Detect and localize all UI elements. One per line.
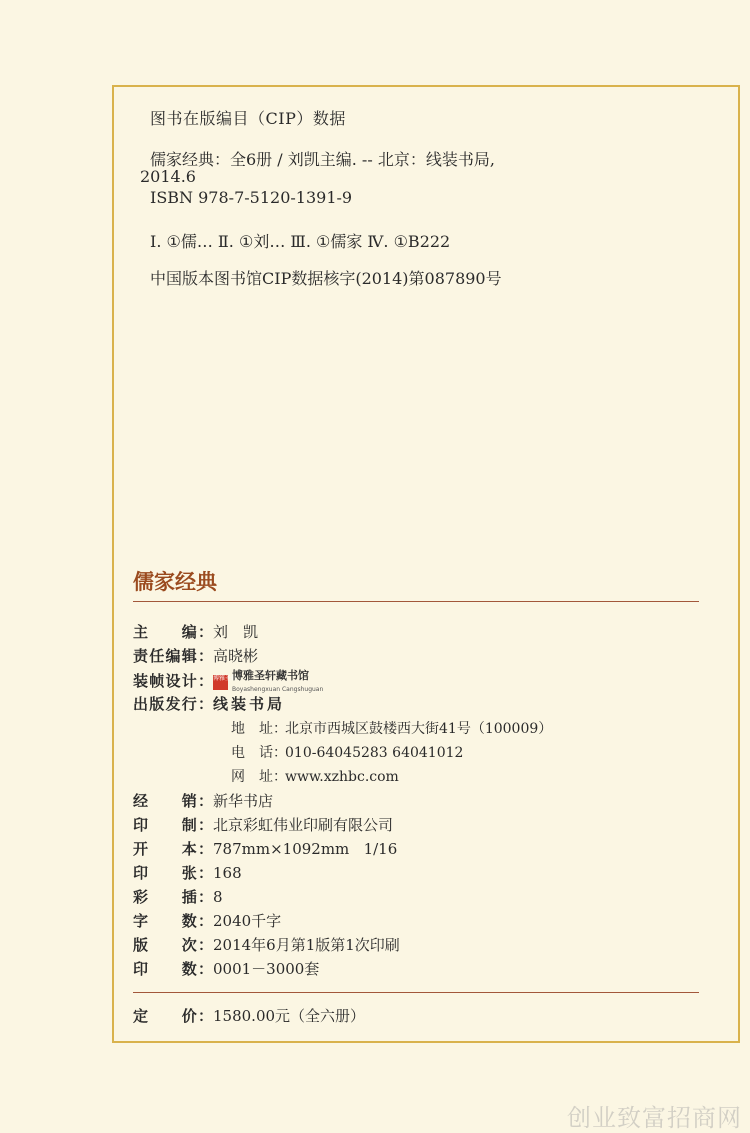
cip-entry-line2: 2014.6: [140, 167, 196, 186]
credit-distributor: [133, 790, 273, 811]
seal-icon: 博雅圣轩: [213, 675, 228, 690]
publisher-phone: [231, 742, 463, 762]
credit-label: 彩 插：: [133, 888, 213, 906]
credit-color-plates: [133, 886, 223, 907]
logo-chinese: 博雅圣轩藏书馆: [232, 669, 309, 682]
cip-entry-line1: 儒家经典：全6册 / 刘凯主编. -- 北京：线装书局,: [150, 150, 495, 169]
book-title: 儒家经典: [133, 570, 217, 594]
price-divider: [133, 992, 699, 993]
credit-label: 印 制：: [133, 816, 213, 834]
publisher-address: [231, 718, 552, 738]
credit-price: [133, 1005, 365, 1026]
credit-responsible-editor: [133, 645, 258, 666]
sub-label: 电 话：: [231, 745, 287, 761]
logo-english: Boyashengxuan Cangshuguan: [232, 686, 324, 693]
sub-label: 网 址：: [231, 769, 287, 785]
logo-wordmark: [232, 669, 323, 695]
credit-label: 责任编辑：: [133, 647, 213, 665]
cip-record-number: 中国版本图书馆CIP数据核字(2014)第087890号: [150, 269, 502, 288]
designer-logo: [213, 669, 323, 695]
publisher-website: [231, 766, 399, 786]
credit-label: 版 次：: [133, 936, 213, 954]
credit-value: 787mm×1092mm 1/16: [213, 840, 398, 858]
sub-value: www.xzhbc.com: [285, 769, 399, 785]
credit-editor-in-chief: [133, 621, 258, 642]
credit-publisher: [133, 693, 285, 714]
credit-label: 印 数：: [133, 960, 213, 978]
sub-value: 北京市西城区鼓楼西大街41号（100009）: [285, 721, 553, 737]
credit-value: 8: [213, 888, 223, 906]
credit-value: 2014年6月第1版第1次印刷: [213, 936, 400, 954]
credit-label: 定 价：: [133, 1007, 213, 1025]
credit-value: 北京彩虹伟业印刷有限公司: [213, 816, 394, 834]
sub-value: 010-64045283 64041012: [285, 745, 464, 761]
credit-printer: [133, 814, 393, 835]
credit-label: 装帧设计：: [133, 672, 213, 690]
credit-label: 字 数：: [133, 912, 213, 930]
sub-label: 地 址：: [231, 721, 287, 737]
credit-cover-design: [133, 669, 323, 695]
cip-isbn: ISBN 978-7-5120-1391-9: [150, 188, 353, 207]
credit-label: 印 张：: [133, 864, 213, 882]
credit-value: 0001－3000套: [213, 960, 320, 978]
credit-value: 高晓彬: [213, 647, 259, 665]
credit-edition: [133, 934, 400, 955]
cip-heading: 图书在版编目（CIP）数据: [150, 109, 346, 128]
credit-label: 经 销：: [133, 792, 213, 810]
credit-value: 2040千字: [213, 912, 282, 930]
credit-value: 线装书局: [213, 695, 286, 713]
credit-label: 出版发行：: [133, 695, 213, 713]
credit-sheets: [133, 862, 242, 883]
credit-word-count: [133, 910, 281, 931]
credit-value: 刘 凯: [213, 623, 259, 641]
credit-format: [133, 838, 397, 859]
credit-value: 1580.00元（全六册）: [213, 1007, 366, 1025]
title-divider: [133, 601, 699, 602]
credit-value: 168: [213, 864, 242, 882]
credit-label: 主 编：: [133, 623, 213, 641]
credit-label: 开 本：: [133, 840, 213, 858]
watermark-text: 创业致富招商网: [567, 1104, 742, 1132]
cip-classification: Ⅰ. ①儒… Ⅱ. ①刘… Ⅲ. ①儒家 Ⅳ. ①B222: [150, 232, 451, 251]
credit-print-run: [133, 958, 319, 979]
credit-value: 新华书店: [213, 792, 274, 810]
